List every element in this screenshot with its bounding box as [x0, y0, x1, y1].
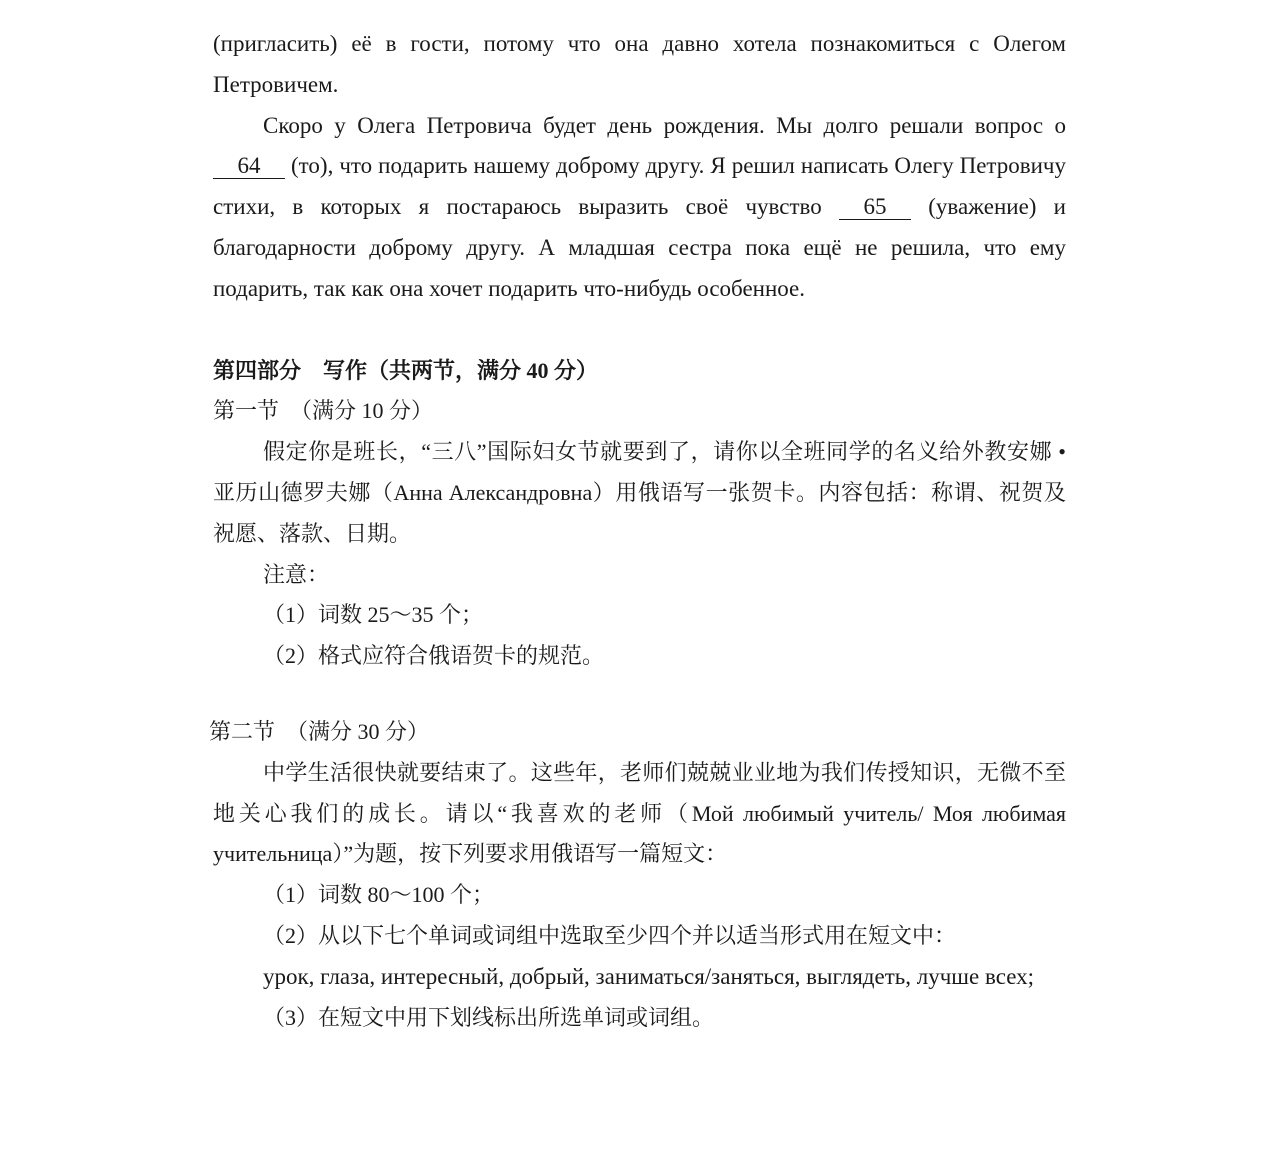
section1-task: 假定你是班长，“三八”国际妇女节就要到了，请你以全班同学的名义给外教安娜 • 亚历山德罗夫娜（Анна Александровна）用俄语写一张贺卡。内容包括：称谓、祝贺及祝愿、落款、日期。: [213, 439, 1066, 546]
exam-page: [209, 24, 1066, 1038]
section2-word-list: урок, глаза, интересный, добрый, заниматься/заняться, выглядеть, лучше всех;: [263, 963, 1034, 989]
passage-text-after-65: (уважение) и благодарности доброму другу. А младшая сестра пока ещё не решила, что ему подарить, так как она хочет подарить что-нибудь особенное.: [213, 194, 1066, 301]
section2-task: 中学生活很快就要结束了。这些年，老师们兢兢业业地为我们传授知识，无微不至地关心我们的成长。请以“我喜欢的老师（Мой любимый учитель/ Моя любимая учительница）”为题，按下列要求用俄语写一篇短文：: [213, 759, 1066, 867]
spacer: [213, 677, 1066, 712]
section1-note-2: （2）格式应符合俄语贺卡的规范。: [263, 643, 605, 669]
spacer: [213, 310, 1066, 351]
section1-note-label: 注意：: [263, 561, 330, 587]
blank-65: 65: [839, 195, 911, 220]
section2-requirement-2: （2）从以下七个单词或词组中选取至少四个并以适当形式用在短文中：: [263, 922, 957, 948]
passage-text-middle: (то), что подарить нашему доброму другу. Я решил написать Олегу Петровичу стихи, в которых я постараюсь выразить своё чувство: [213, 153, 1066, 220]
section2-requirement-3: （3）在短文中用下划线标出所选单词或词组。: [263, 1004, 715, 1030]
section1-note-1: （1）词数 25～35 个；: [263, 602, 484, 628]
section2-requirement-1: （1）词数 80～100 个；: [263, 882, 495, 908]
blank-64: 64: [213, 154, 285, 179]
section1-heading: 第一节 （满分 10 分）: [213, 398, 434, 424]
passage-paragraph-1: (пригласить) её в гости, потому что она давно хотела познакомиться с Олегом Петровичем.: [213, 31, 1066, 97]
passage-text-before-64: Скоро у Олега Петровича будет день рождения. Мы долго решали вопрос о: [263, 112, 1066, 138]
part4-title: 第四部分 写作（共两节，满分 40 分）: [213, 357, 599, 383]
passage-paragraph-2: [213, 106, 1066, 310]
section2-heading: 第二节 （满分 30 分）: [209, 718, 430, 744]
